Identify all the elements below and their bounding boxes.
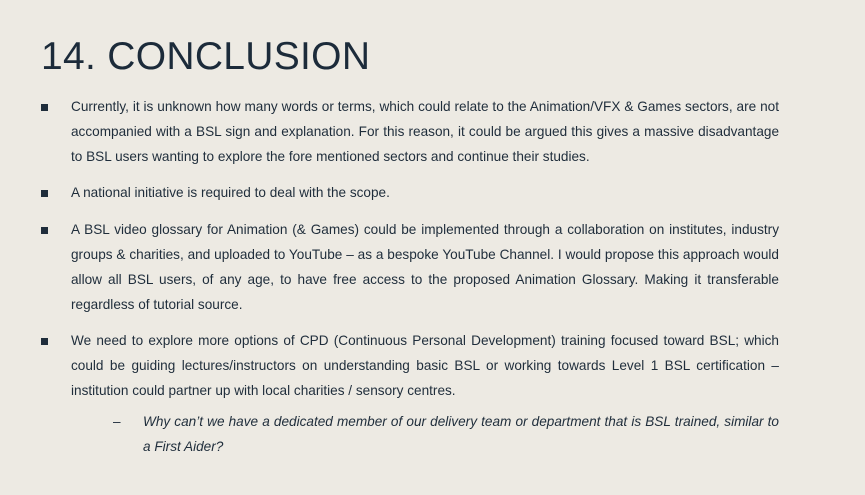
sub-bullet-text: Why can’t we have a dedicated member of our delivery team or department that is BSL trained, similar to a First Aider?	[143, 413, 779, 454]
bullet-text: A national initiative is required to deal with the scope.	[71, 185, 390, 201]
bullet-text: A BSL video glossary for Animation (& Games) could be implemented through a collaboration on institutes, industry groups & charities, and uploaded to YouTube – as a bespoke YouTube Channel. I would propose this approach would allow all BSL users, of any age, to have free access to the proposed Animation Glossary. Making it transferable regardless of tutorial source.	[71, 222, 779, 312]
bullet-item	[41, 218, 779, 317]
square-bullet-icon	[41, 190, 48, 197]
bullet-item	[41, 95, 779, 169]
bullet-item	[41, 329, 779, 459]
dash-bullet-icon: –	[113, 413, 121, 429]
sub-bullet-item	[113, 410, 779, 460]
square-bullet-icon	[41, 338, 48, 345]
bullet-text: Currently, it is unknown how many words or terms, which could relate to the Animation/VFX & Games sectors, are not accompanied with a BSL sign and explanation. For this reason, it could be argued this gives a massive disadvantage to BSL users wanting to explore the fore mentioned sectors and continue their studies.	[71, 99, 779, 164]
square-bullet-icon	[41, 104, 48, 111]
bullet-list	[41, 95, 779, 459]
square-bullet-icon	[41, 227, 48, 234]
bullet-text: We need to explore more options of CPD (Continuous Personal Development) training focused toward BSL; which could be guiding lectures/instructors on understanding basic BSL or working towards Level 1 BSL certification – institution could partner up with local charities / sensory centres.	[71, 333, 779, 398]
slide-title: 14. CONCLUSION	[41, 35, 371, 78]
bullet-item	[41, 181, 779, 206]
